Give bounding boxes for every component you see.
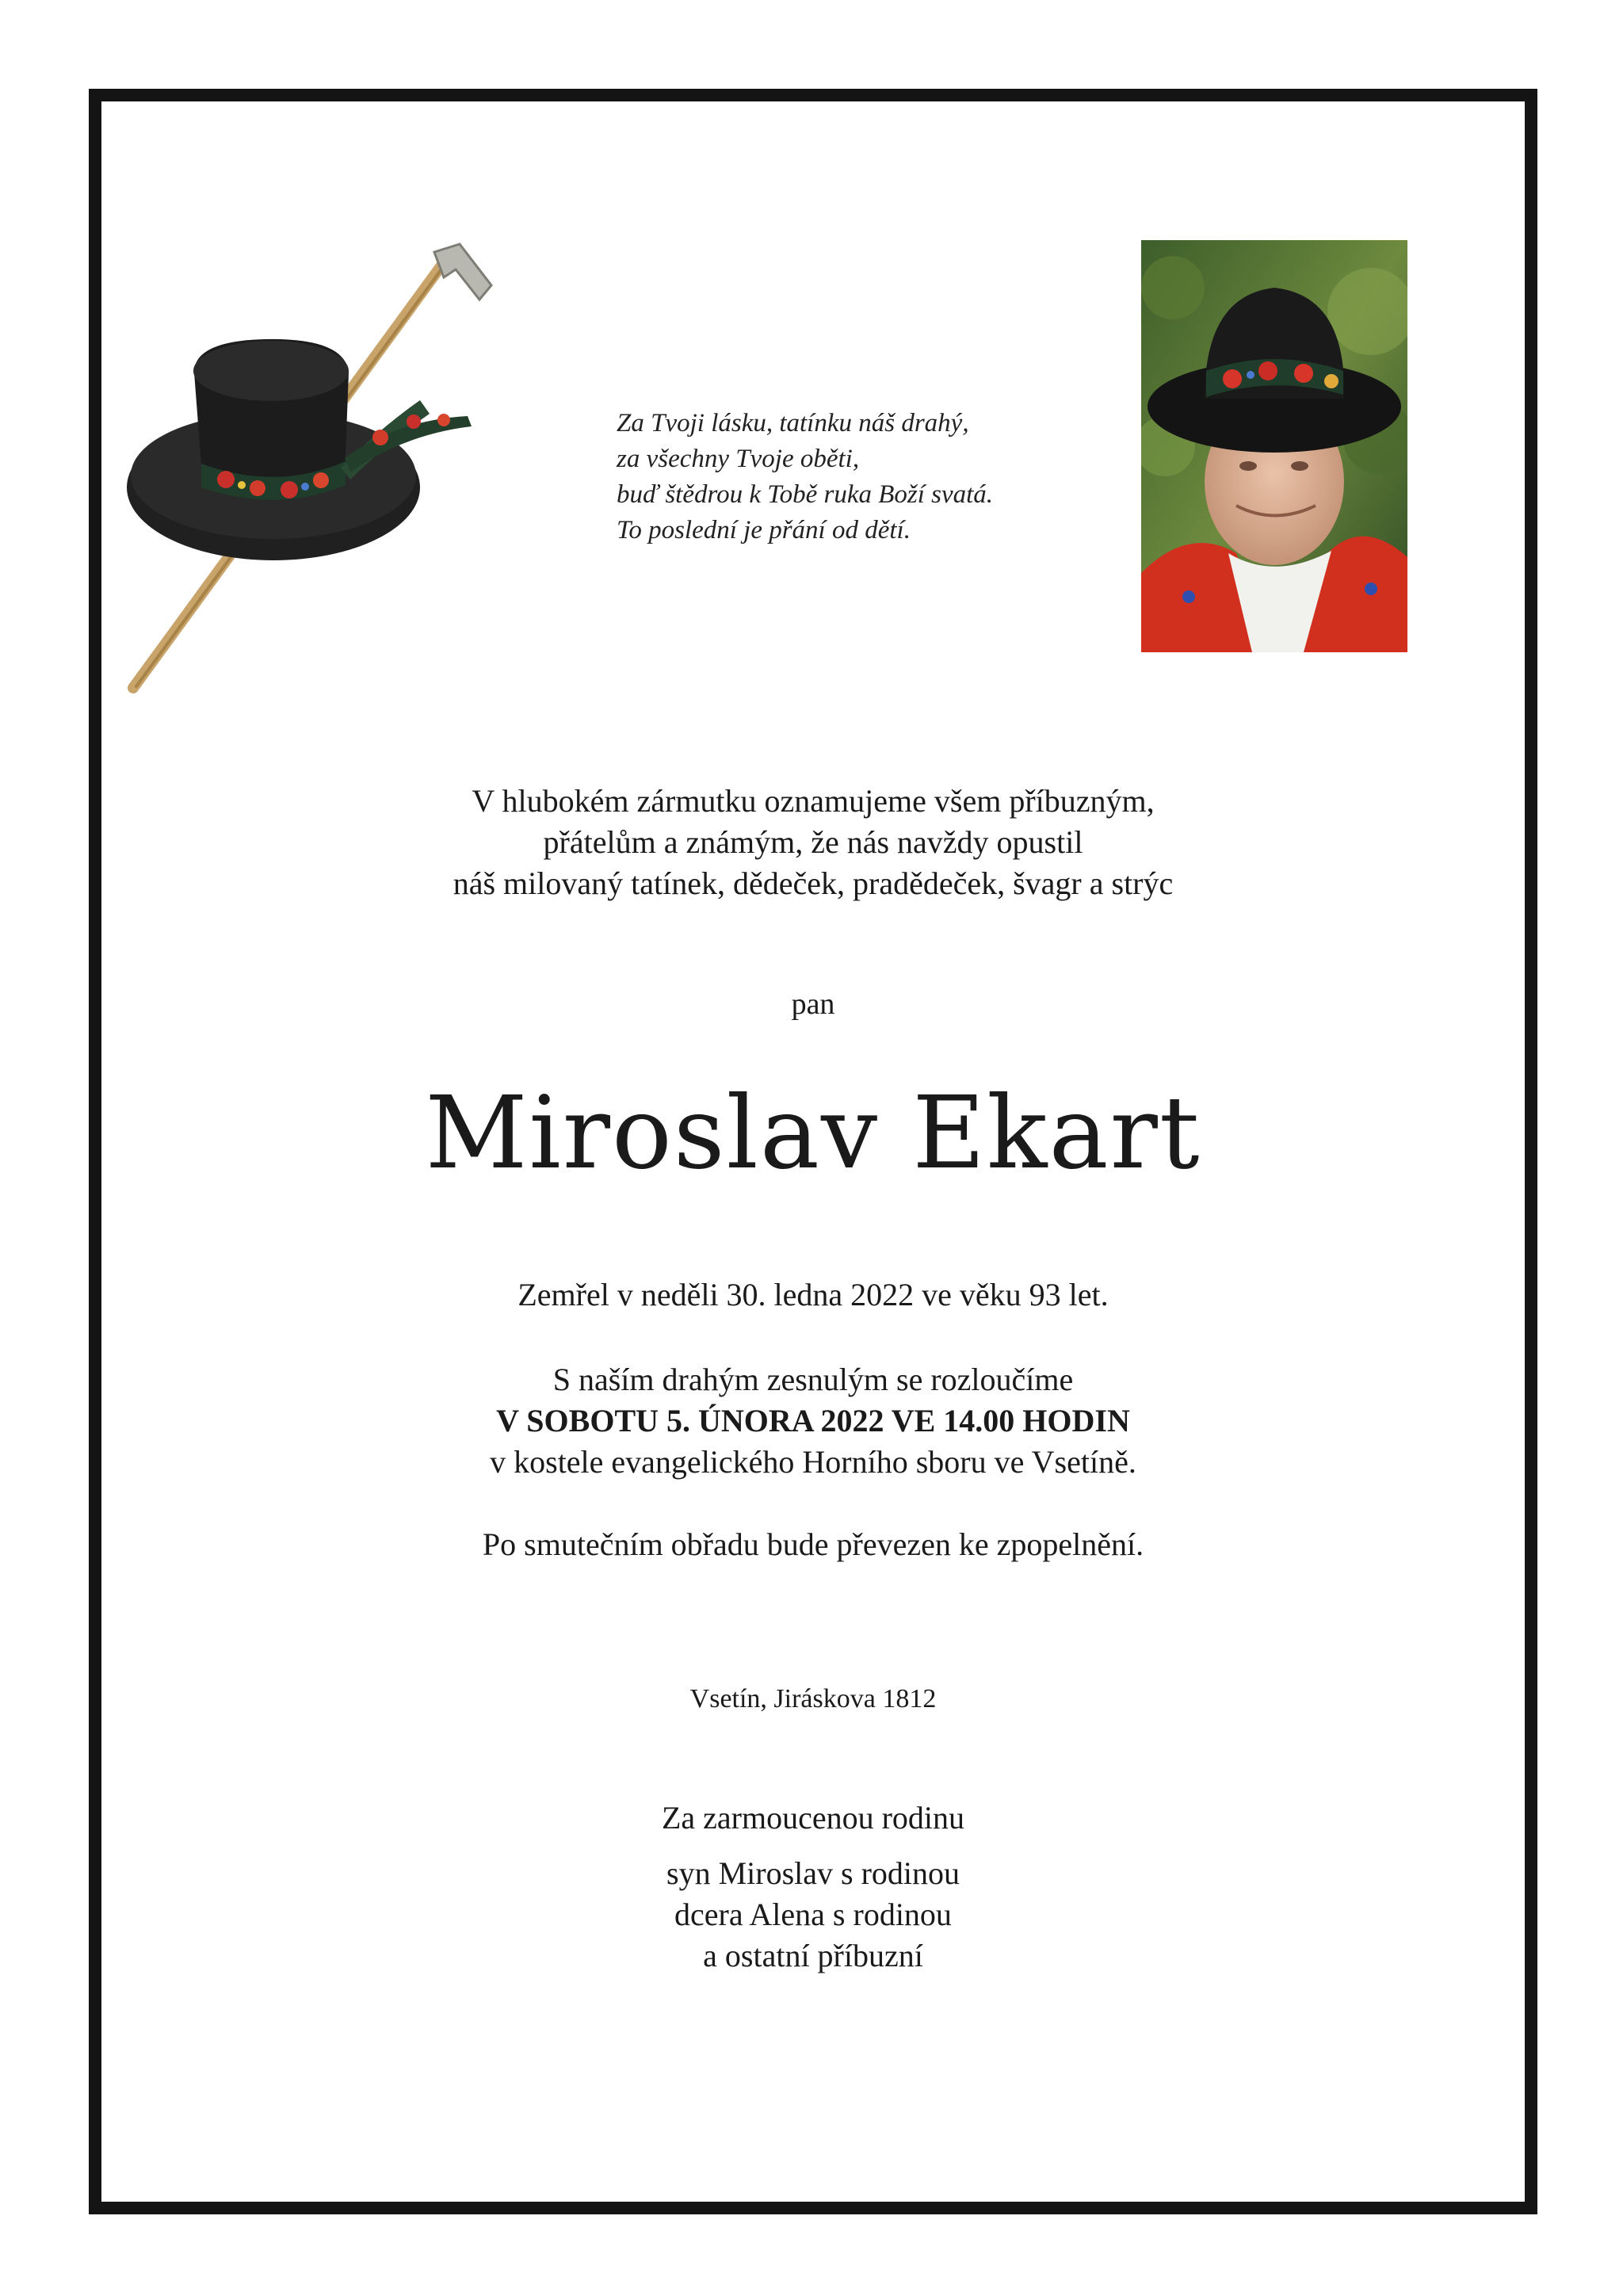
family-member: a ostatní příbuzní <box>703 1938 923 1973</box>
portrait-photo <box>1141 240 1407 652</box>
farewell-line: S naším drahým zesnulým se rozloučíme <box>552 1362 1074 1397</box>
deceased-name: Miroslav Ekart <box>425 1075 1201 1191</box>
address: Vsetín, Jiráskova 1812 <box>689 1684 937 1713</box>
farewell-info <box>89 1359 1537 1483</box>
announcement <box>89 781 1537 904</box>
poem <box>617 406 1108 548</box>
poem-line: Za Tvoji lásku, tatínku náš drahý, <box>617 409 969 437</box>
farewell-datetime: V SOBOTU 5. ÚNORA 2022 VE 14.00 HODIN <box>496 1403 1130 1438</box>
salutation: pan <box>791 988 835 1021</box>
family-member: syn Miroslav s rodinou <box>666 1855 960 1891</box>
announcement-line: přátelům a známým, že nás navždy opustil <box>543 824 1083 860</box>
family-heading: Za zarmoucenou rodinu <box>661 1800 965 1836</box>
poem-line: za všechny Tvoje oběti, <box>617 445 860 473</box>
hat-and-axe-icon <box>119 238 594 713</box>
family-member: dcera Alena s rodinou <box>674 1897 952 1932</box>
family-list <box>89 1853 1537 1977</box>
announcement-line: V hlubokém zármutku oznamujeme všem příbuzným, <box>472 783 1155 819</box>
announcement-line: náš milovaný tatínek, dědeček, pradědeček, švagr a strýc <box>453 865 1174 901</box>
poem-line: To poslední je přání od dětí. <box>617 516 911 544</box>
cremation-note: Po smutečním obřadu bude převezen ke zpopelnění. <box>482 1526 1144 1562</box>
death-date: Zemřel v neděli 30. ledna 2022 ve věku 93 let. <box>517 1277 1109 1312</box>
farewell-place: v kostele evangelického Horního sboru ve Vsetíně. <box>490 1444 1136 1480</box>
poem-line: buď štědrou k Tobě ruka Boží svatá. <box>617 480 994 509</box>
